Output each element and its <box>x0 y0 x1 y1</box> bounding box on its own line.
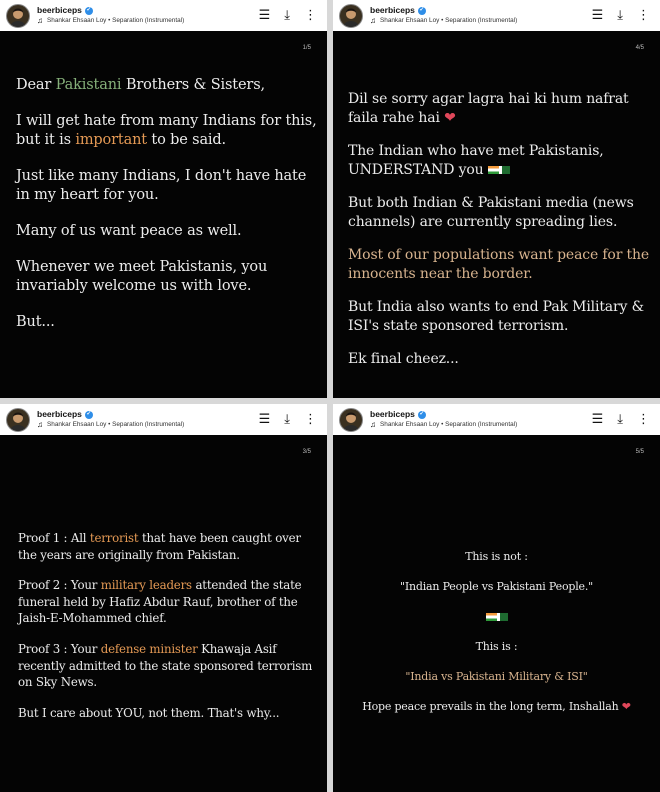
line-this-is-not: This is not : <box>465 550 528 563</box>
proof-3: Proof 3 : Your defense minister Khawaja Asif recently admitted to the state sponsored terrorism on Sky News. <box>18 641 313 690</box>
more-vertical-icon[interactable]: ⋮ <box>304 412 317 427</box>
paragraph: Ek final cheez... <box>348 351 459 367</box>
playlist-icon[interactable]: ☰ <box>258 8 271 23</box>
paragraph: Just like many Indians, I don't have hate in my heart for you. <box>16 168 307 203</box>
story-header <box>0 404 327 435</box>
line-hope-peace: Hope peace prevails in the long term, Inshallah ❤ <box>362 700 631 713</box>
paragraph: Dil se sorry agar lagra hai ki hum nafrat faila rahe hai ❤ <box>348 91 629 126</box>
story-header <box>0 0 327 31</box>
heart-icon: ❤ <box>621 700 631 713</box>
verified-badge-icon: ✓ <box>419 7 425 14</box>
username[interactable]: beerbiceps <box>370 409 415 420</box>
avatar[interactable] <box>6 4 30 28</box>
highlight-important: important <box>75 132 147 148</box>
proof-1: Proof 1 : All terrorist that have been caught over the years are originally from Pakistan. <box>18 531 301 562</box>
story-slide-3 <box>0 404 327 792</box>
download-icon[interactable]: ⤓ <box>284 412 290 427</box>
pakistan-flag-icon <box>499 166 510 174</box>
song-label[interactable]: Shankar Ehsaan Loy • Separation (Instrumental) <box>47 420 185 428</box>
paragraph: But both Indian & Pakistani media (news channels) are currently spreading lies. <box>348 195 634 230</box>
heart-icon: ❤ <box>444 109 456 126</box>
verified-badge-icon: ✓ <box>86 411 92 418</box>
paragraph-highlight: Most of our populations want peace for the innocents near the border. <box>348 247 650 282</box>
avatar[interactable] <box>6 408 30 432</box>
playlist-icon[interactable]: ☰ <box>258 412 271 427</box>
story-slide-5 <box>333 404 660 792</box>
line-people-vs-people: "Indian People vs Pakistani People." <box>400 580 593 593</box>
line-this-is: This is : <box>475 640 518 653</box>
download-icon[interactable]: ⤓ <box>284 8 290 23</box>
slide-counter: 4/5 <box>635 45 644 51</box>
music-note-icon: ♫ <box>370 419 376 429</box>
greeting: Dear Pakistani Brothers & Sisters, <box>16 77 265 93</box>
username[interactable]: beerbiceps <box>370 5 415 16</box>
song-label[interactable]: Shankar Ehsaan Loy • Separation (Instrumental) <box>380 16 518 24</box>
verified-badge-icon: ✓ <box>419 411 425 418</box>
more-vertical-icon[interactable]: ⋮ <box>637 412 650 427</box>
slide-text <box>18 530 318 735</box>
verified-badge-icon: ✓ <box>86 7 92 14</box>
playlist-icon[interactable]: ☰ <box>591 412 604 427</box>
paragraph: But I care about YOU, not them. That's why... <box>18 705 280 720</box>
paragraph: The Indian who have met Pakistanis, UNDERSTAND you <box>348 143 604 178</box>
slide-counter: 1/5 <box>302 45 311 51</box>
avatar[interactable] <box>339 4 363 28</box>
slide-counter: 5/5 <box>635 449 644 455</box>
paragraph: But... <box>16 314 55 330</box>
username[interactable]: beerbiceps <box>37 5 82 16</box>
flags <box>333 610 660 623</box>
slide-text <box>16 76 318 349</box>
music-note-icon: ♫ <box>37 419 43 429</box>
india-flag-icon <box>486 613 497 621</box>
download-icon[interactable]: ⤓ <box>617 8 623 23</box>
playlist-icon[interactable]: ☰ <box>591 8 604 23</box>
username[interactable]: beerbiceps <box>37 409 82 420</box>
highlight-terrorist: terrorist <box>89 531 139 545</box>
slide-text <box>348 90 660 384</box>
highlight-military-leaders: military leaders <box>100 578 192 593</box>
music-note-icon: ♫ <box>37 15 43 25</box>
paragraph: Many of us want peace as well. <box>16 223 242 239</box>
line-india-vs-military: "India vs Pakistani Military & ISI" <box>405 670 588 683</box>
highlight-defense-minister: defense minister <box>100 641 198 656</box>
avatar[interactable] <box>339 408 363 432</box>
highlight-pakistani: Pakistani <box>55 77 122 93</box>
song-label[interactable]: Shankar Ehsaan Loy • Separation (Instrumental) <box>380 420 518 428</box>
story-slide-4 <box>333 0 660 398</box>
more-vertical-icon[interactable]: ⋮ <box>304 8 317 23</box>
song-label[interactable]: Shankar Ehsaan Loy • Separation (Instrumental) <box>47 16 185 24</box>
paragraph: Whenever we meet Pakistanis, you invariably welcome us with love. <box>16 259 268 294</box>
more-vertical-icon[interactable]: ⋮ <box>637 8 650 23</box>
music-note-icon: ♫ <box>370 15 376 25</box>
pakistan-flag-icon <box>497 613 508 621</box>
proof-2: Proof 2 : Your military leaders attended the state funeral held by Hafiz Abdur Rauf, brother of the Jaish-E-Mohammed chief. <box>18 578 302 626</box>
paragraph: But India also wants to end Pak Military & ISI's state sponsored terrorism. <box>348 299 644 334</box>
story-header <box>333 404 660 435</box>
slide-counter: 3/5 <box>302 449 311 455</box>
india-flag-icon <box>488 166 499 174</box>
download-icon[interactable]: ⤓ <box>617 412 623 427</box>
story-header <box>333 0 660 31</box>
paragraph: I will get hate from many Indians for this, but it is important to be said. <box>16 113 317 148</box>
story-slide-1 <box>0 0 327 398</box>
